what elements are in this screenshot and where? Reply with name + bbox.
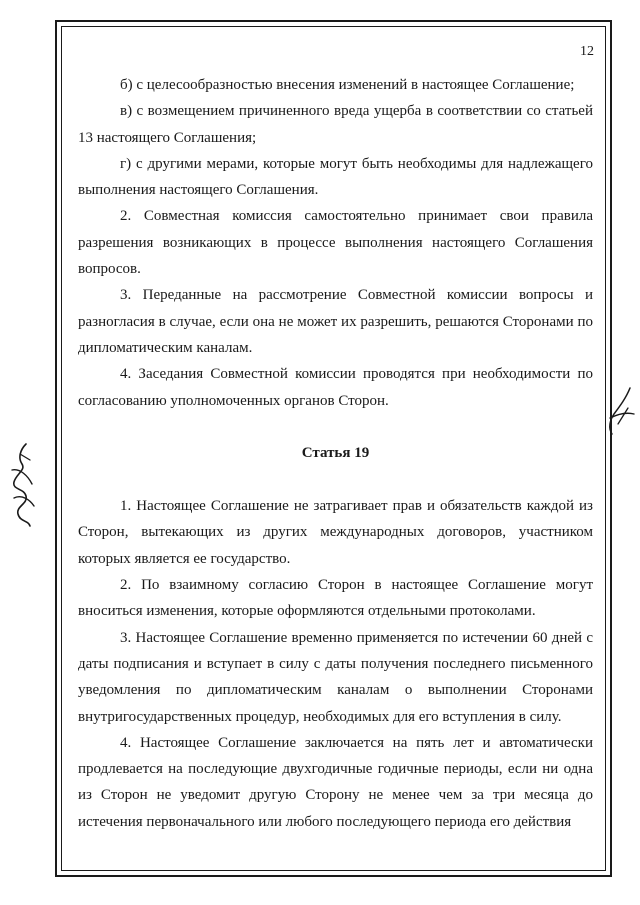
paragraph-3: 3. Переданные на рассмотрение Совместной комиссии вопросы и разногласия в случае, если она не может их разрешить, решаются Сторонами по дипломатическим каналам. <box>78 287 593 356</box>
paragraph-b: б) с целесообразностью внесения изменений в настоящее Соглашение; <box>120 77 575 93</box>
article-heading: Статья 19 <box>301 444 370 461</box>
paragraph-4: 4. Заседания Совместной комиссии проводятся при необходимости по согласованию уполномоченных органов Сторон. <box>78 366 593 409</box>
signature-mark-right <box>604 384 636 438</box>
paragraph-2: 2. Совместная комиссия самостоятельно принимает свои правила разрешения возникающих в процессе выполнения настоящего Соглашения вопросов. <box>78 208 593 278</box>
article-19-paragraph-2: 2. По взаимному согласию Сторон в настоящее Соглашение могут вноситься изменения, которые оформляются отдельными протоколами. <box>78 577 593 620</box>
article-19-paragraph-1: 1. Настоящее Соглашение не затрагивает прав и обязательств каждой из Сторон, вытекающих из других международных договоров, участником которых является ее государство. <box>78 498 593 567</box>
article-19-paragraph-3: 3. Настоящее Соглашение временно применяется по истечении 60 дней с даты подписания и вступает в силу с даты получения последнего письменного уведомления по дипломатическим каналам о выполнении Сторонами внутригосударственных процедур, необходимых для его вступления в силу. <box>78 629 593 725</box>
article-19-paragraph-4: 4. Настоящее Соглашение заключается на пять лет и автоматически продлевается на последующие двухгодичные годичные периоды, если ни одна из Сторон не уведомит другую Сторону не менее чем за три месяца до истечения первоначального или любого последующего периода его действия <box>78 734 593 830</box>
signature-initials-left <box>6 440 40 530</box>
page-number: 12 <box>580 44 594 59</box>
paragraph-g: г) с другими мерами, которые могут быть необходимы для надлежащего выполнения настоящего Соглашения. <box>78 155 593 199</box>
paragraph-v: в) с возмещением причиненного вреда ущерба в соответствии со статьей 13 настоящего Соглашения; <box>78 103 593 146</box>
document-body <box>78 72 593 835</box>
